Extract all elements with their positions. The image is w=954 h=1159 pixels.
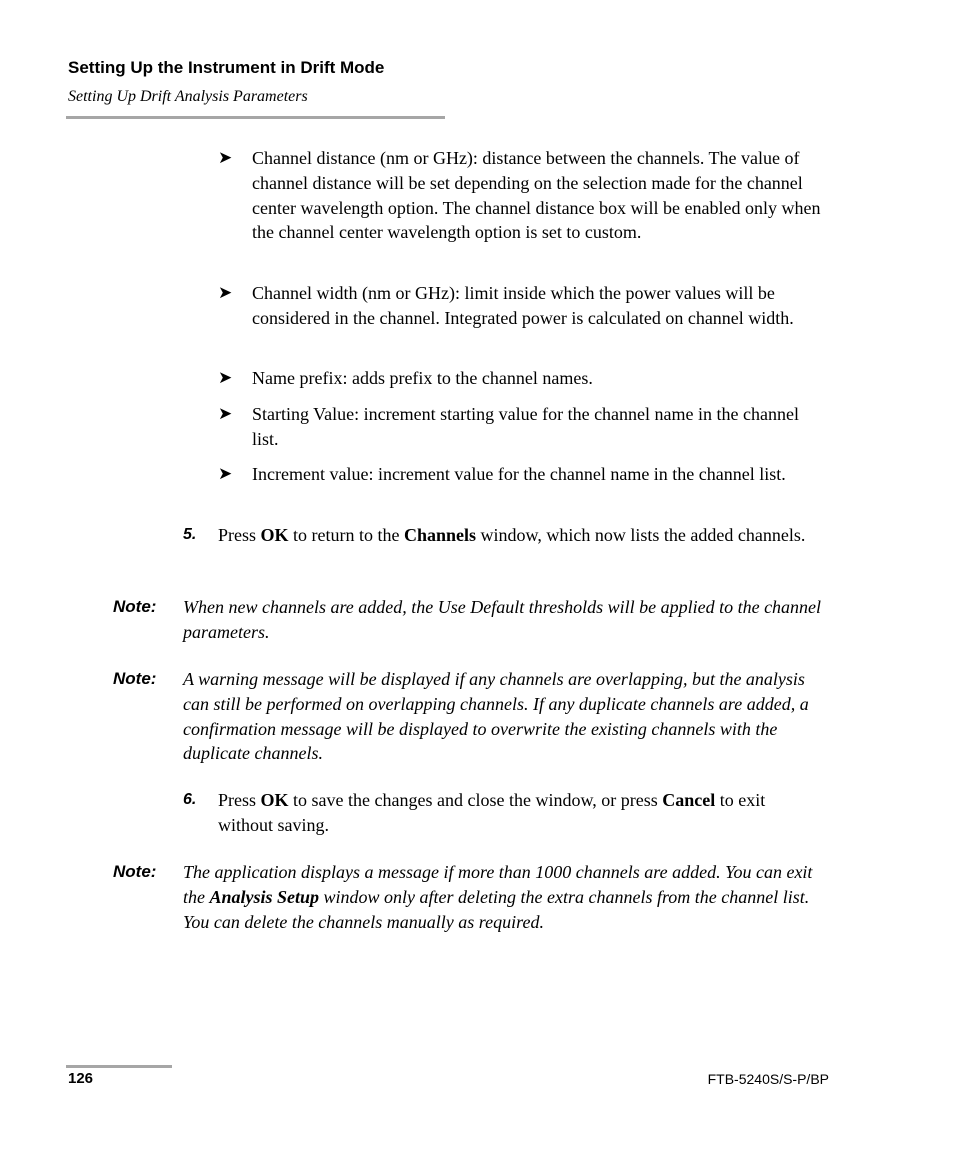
bullet-text: Starting Value: increment starting value for the channel name in the channel list. bbox=[252, 404, 799, 449]
bullet-text: Name prefix: adds prefix to the channel names. bbox=[252, 368, 593, 388]
note-label: Note: bbox=[113, 862, 157, 881]
bullet-arrow-icon: ➤ bbox=[218, 368, 233, 388]
step-text: Press OK to save the changes and close the window, or press Cancel to exit without saving. bbox=[218, 790, 766, 835]
product-name: FTB-5240S/S-P/BP bbox=[707, 1071, 829, 1087]
bullet-text: Channel width (nm or GHz): limit inside which the power values will be considered in the channel. Integrated power is calculated on channel width. bbox=[252, 283, 794, 328]
section-title: Setting Up the Instrument in Drift Mode bbox=[68, 58, 385, 77]
note-label: Note: bbox=[113, 597, 157, 616]
header-divider bbox=[66, 116, 445, 119]
bullet-arrow-icon: ➤ bbox=[218, 404, 233, 424]
bullet-arrow-icon: ➤ bbox=[218, 283, 233, 303]
bullet-text: Channel distance (nm or GHz): distance between the channels. The value of channel distance will be set depending on the selection made for the channel center wavelength option. The channel distance box will be enabled only when the channel center wavelength option is set to custom. bbox=[252, 148, 821, 243]
note-text: A warning message will be displayed if any channels are overlapping, but the analysis can still be performed on overlapping channels. If any duplicate channels are added, a confirmation message will be displayed to overwrite the existing channels with the duplicate channels. bbox=[183, 669, 809, 764]
note-text: When new channels are added, the Use Default thresholds will be applied to the channel parameters. bbox=[183, 597, 822, 642]
footer-divider bbox=[66, 1065, 172, 1068]
bullet-arrow-icon: ➤ bbox=[218, 464, 233, 484]
section-subtitle: Setting Up Drift Analysis Parameters bbox=[68, 88, 308, 105]
bullet-arrow-icon: ➤ bbox=[218, 148, 233, 168]
bullet-text: Increment value: increment value for the channel name in the channel list. bbox=[252, 464, 786, 484]
step-number: 6. bbox=[183, 791, 197, 808]
page-number: 126 bbox=[68, 1070, 94, 1087]
step-number: 5. bbox=[183, 526, 197, 543]
note-label: Note: bbox=[113, 669, 157, 688]
note-text: The application displays a message if more than 1000 channels are added. You can exit the Analysis Setup window only after deleting the extra channels from the channel list. You can delete the channels manually as required. bbox=[183, 862, 813, 932]
step-text: Press OK to return to the Channels window, which now lists the added channels. bbox=[218, 525, 806, 545]
